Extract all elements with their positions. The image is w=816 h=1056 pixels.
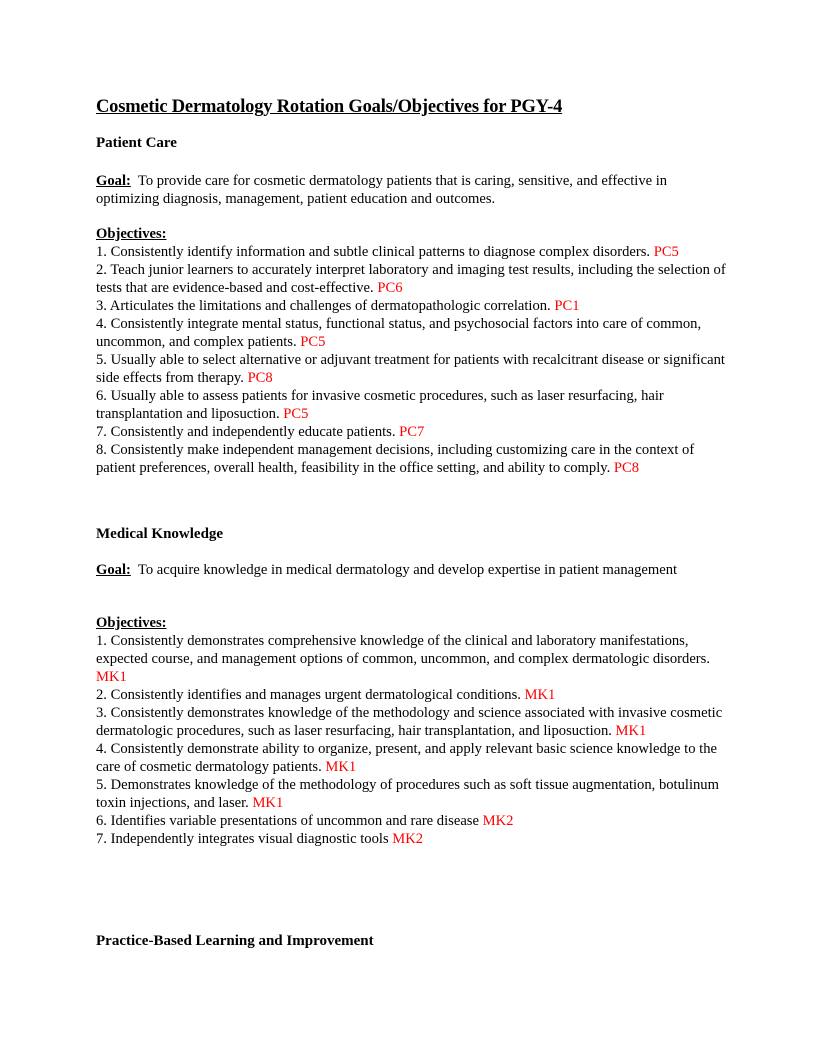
competency-code: MK1	[252, 795, 284, 811]
section-heading-patient-care: Patient Care	[96, 135, 177, 151]
competency-code: PC1	[554, 298, 580, 314]
objectives-label: Objectives:	[96, 615, 167, 631]
patient-care-objectives	[96, 225, 726, 477]
objective-item: 5. Demonstrates knowledge of the methodology of procedures such as soft tissue augmentation, botulinum toxin injections, and laser. MK1	[96, 777, 719, 811]
competency-code: PC5	[653, 244, 679, 260]
competency-code: MK2	[392, 831, 424, 847]
goal-text: To acquire knowledge in medical dermatology and develop expertise in patient management	[137, 562, 678, 578]
goal-label: Goal:	[96, 173, 131, 189]
objective-item: 6. Identifies variable presentations of uncommon and rare disease MK2	[96, 813, 514, 829]
objective-item: 3. Articulates the limitations and challenges of dermatopathologic correlation. PC1	[96, 298, 580, 314]
section-heading-practice-based-learning: Practice-Based Learning and Improvement	[96, 933, 374, 949]
objective-item: 8. Consistently make independent management decisions, including customizing care in the context of patient preferences, overall health, feasibility in the office setting, and ability to comply. PC8	[96, 442, 695, 476]
objective-item: 7. Independently integrates visual diagnostic tools MK2	[96, 831, 424, 847]
document-title: Cosmetic Dermatology Rotation Goals/Objectives for PGY-4	[96, 97, 563, 117]
section-heading-medical-knowledge: Medical Knowledge	[96, 526, 224, 542]
objective-item: 2. Teach junior learners to accurately interpret laboratory and imaging test results, including the selection of tests that are evidence-based and cost-effective. PC6	[96, 262, 726, 296]
objective-item: 6. Usually able to assess patients for invasive cosmetic procedures, such as laser resurfacing, hair transplantation and liposuction. PC5	[96, 388, 664, 422]
competency-code: MK2	[482, 813, 514, 829]
objective-item: 1. Consistently demonstrates comprehensive knowledge of the clinical and laboratory manifestations, expected course, and management options of common, uncommon, and complex dermatologic disorders. MK1	[96, 633, 710, 685]
competency-code: MK1	[524, 687, 556, 703]
medical-knowledge-goal	[96, 561, 726, 579]
goal-label: Goal:	[96, 562, 131, 578]
competency-code: PC5	[283, 406, 309, 422]
competency-code: PC5	[300, 334, 326, 350]
competency-code: MK1	[615, 723, 647, 739]
competency-code: PC8	[247, 370, 273, 386]
objective-item: 7. Consistently and independently educate patients. PC7	[96, 424, 425, 440]
competency-code: MK1	[325, 759, 357, 775]
competency-code: PC7	[399, 424, 425, 440]
objective-item: 4. Consistently demonstrate ability to organize, present, and apply relevant basic science knowledge to the care of cosmetic dermatology patients. MK1	[96, 741, 718, 775]
objectives-label: Objectives:	[96, 226, 167, 242]
patient-care-goal	[96, 172, 726, 208]
objective-item: 5. Usually able to select alternative or adjuvant treatment for patients with recalcitrant disease or significant side effects from therapy. PC8	[96, 352, 725, 386]
objective-item: 4. Consistently integrate mental status, functional status, and psychosocial factors into care of common, uncommon, and complex patients. PC5	[96, 316, 702, 350]
objective-item: 2. Consistently identifies and manages urgent dermatological conditions. MK1	[96, 687, 556, 703]
goal-text: To provide care for cosmetic dermatology patients that is caring, sensitive, and effective in optimizing diagnosis, management, patient education and outcomes.	[96, 173, 668, 207]
objective-item: 3. Consistently demonstrates knowledge of the methodology and science associated with invasive cosmetic dermatologic procedures, such as laser resurfacing, hair transplantation, and liposuction. MK1	[96, 705, 723, 739]
competency-code: PC6	[377, 280, 403, 296]
objective-item: 1. Consistently identify information and subtle clinical patterns to diagnose complex disorders. PC5	[96, 244, 679, 260]
competency-code: MK1	[96, 669, 127, 685]
competency-code: PC8	[613, 460, 640, 476]
medical-knowledge-objectives	[96, 614, 726, 848]
